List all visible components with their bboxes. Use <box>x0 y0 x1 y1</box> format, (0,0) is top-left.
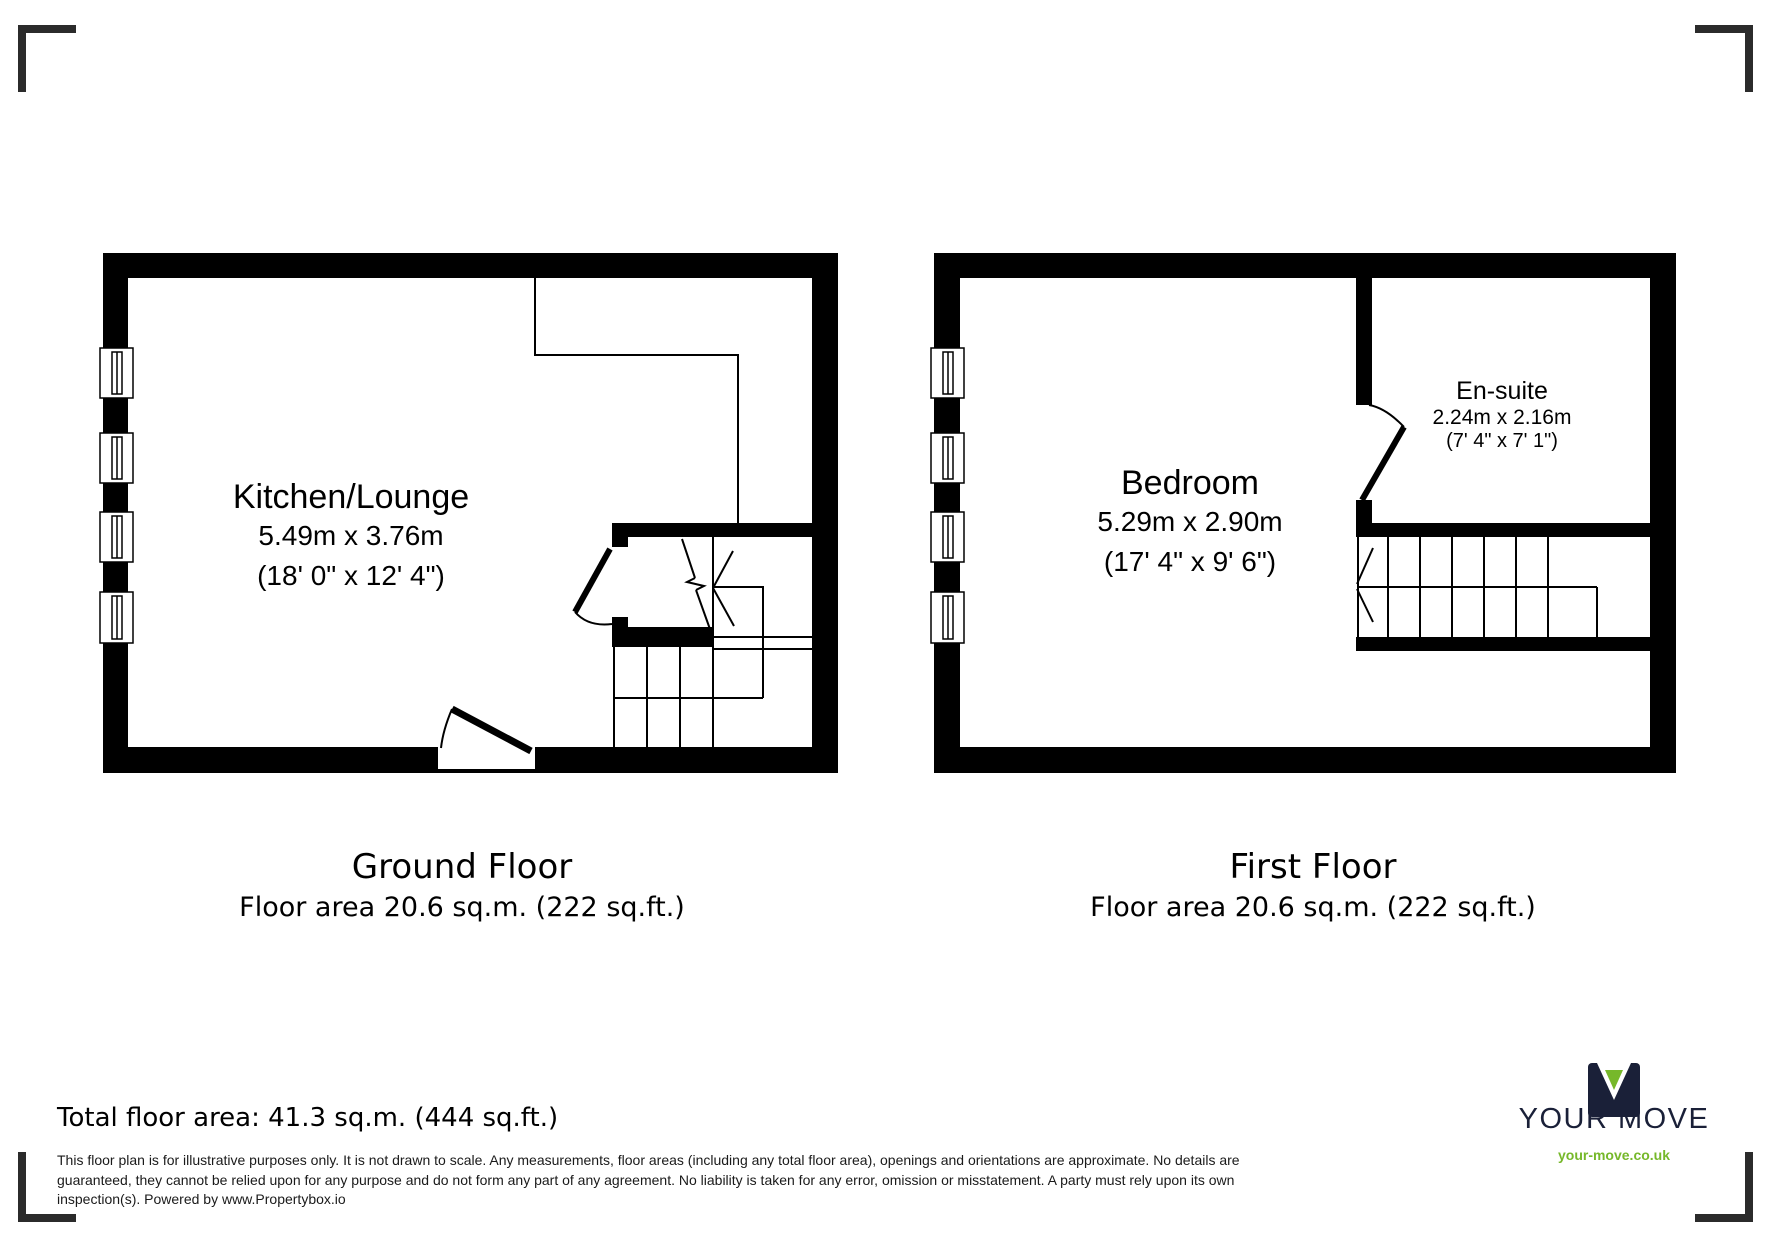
ground-thin-lines <box>535 278 812 747</box>
first-stairs-direction <box>1357 548 1373 622</box>
corner-bracket-top-left <box>22 29 76 92</box>
room-dims-imperial: (17' 4" x 9' 6") <box>1103 546 1277 577</box>
window-icon <box>931 592 964 643</box>
window-icon <box>931 433 964 483</box>
ground-stairs-direction <box>682 539 734 632</box>
disclaimer-line: inspection(s). Powered by www.Propertybox.io <box>57 1191 346 1208</box>
window-icon <box>100 592 133 643</box>
room-dims-metric: 5.49m x 3.76m <box>258 520 444 551</box>
first-stairs <box>1358 537 1597 637</box>
first-exterior-walls <box>934 253 1676 773</box>
disclaimer-line: guaranteed, they cannot be relied upon for any purpose and do not form any part of any agreement. No liability is taken for any error, omission or misstatement. A party must rely upon its own <box>57 1171 1235 1188</box>
ground-exterior-walls <box>103 253 838 773</box>
floor-area: Floor area 20.6 sq.m. (222 sq.ft.) <box>1090 892 1536 923</box>
floor-title: First Floor <box>1229 847 1397 887</box>
window-icon <box>100 433 133 483</box>
your-move-url: your-move.co.uk <box>1557 1147 1671 1163</box>
room-dims-imperial: (7' 4" x 7' 1") <box>1446 430 1558 452</box>
corner-bracket-bottom-right <box>1695 1152 1749 1218</box>
corner-brackets <box>22 29 1749 1218</box>
window-icon <box>100 348 133 398</box>
first-interior-walls <box>1356 278 1650 651</box>
room-dims-metric: 2.24m x 2.16m <box>1432 406 1572 429</box>
ground-floor-caption <box>239 846 685 928</box>
floor-area: Floor area 20.6 sq.m. (222 sq.ft.) <box>239 892 685 923</box>
floor-title: Ground Floor <box>351 847 573 887</box>
room-dims-imperial: (18' 0" x 12' 4") <box>257 560 445 591</box>
window-icon <box>931 512 964 562</box>
room-name: Kitchen/Lounge <box>232 478 470 516</box>
ground-entrance-door-icon <box>441 709 531 751</box>
ensuite-label-group <box>1433 378 1572 453</box>
window-icon <box>100 512 133 562</box>
ground-stair-door-icon <box>575 549 612 625</box>
total-floor-area: Total floor area: 41.3 sq.m. (444 sq.ft.) <box>57 1103 559 1133</box>
window-icon <box>931 348 964 398</box>
your-move-brand-text: YOUR MOVE <box>1518 1103 1710 1135</box>
room-name: Bedroom <box>1121 464 1259 502</box>
kitchen-lounge-label-group <box>233 478 469 596</box>
ensuite-door-icon <box>1362 405 1404 500</box>
disclaimer-line: This floor plan is for illustrative purposes only. It is not drawn to scale. Any measurements, floor areas (including any total floor area), openings and orientations are approximate. No details are <box>57 1152 1240 1168</box>
corner-bracket-top-right <box>1695 29 1749 92</box>
first-floor-caption <box>1090 846 1536 928</box>
room-name: En-suite <box>1456 377 1548 405</box>
disclaimer <box>57 1151 1240 1210</box>
room-dims-metric: 5.29m x 2.90m <box>1097 506 1283 537</box>
bedroom-label-group <box>1097 464 1282 582</box>
first-floor-plan <box>931 253 1676 773</box>
